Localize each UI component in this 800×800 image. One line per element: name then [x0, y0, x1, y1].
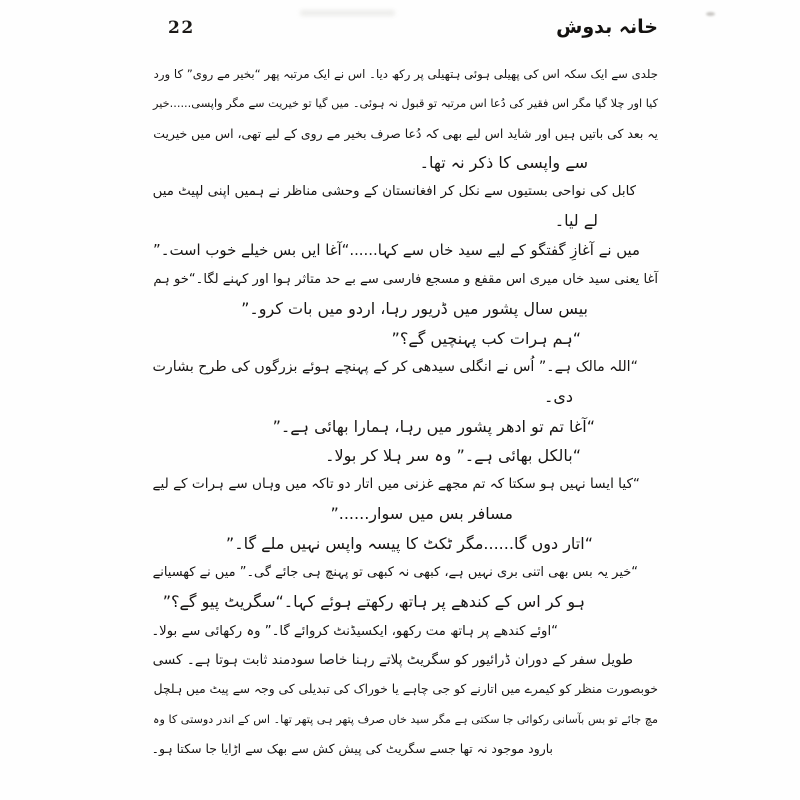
page-text — [145, 60, 658, 763]
text-line: خوبصورت منظر کو کیمرے میں اتارنے کو جی چاہے یا خوراک کی تبدیلی کی وجہ سے پیٹ میں ہلچل — [153, 682, 658, 697]
text-line: آغا یعنی سید خاں میری اس مقفع و مسجع فارسی سے بے حد متاثر ہوا اور کہنے لگا۔“خو ہم — [153, 272, 658, 288]
text-line: کابل کی نواحی بستیوں سے نکل کر افغانستان کے وحشی مناظر نے ہمیں اپنی لپیٹ میں — [152, 184, 636, 200]
text-line: “اوئے کندھے پر ہاتھ مت رکھو، ایکسیڈنٹ کروائے گا۔” وہ رکھائی سے بولا۔ — [151, 623, 558, 639]
text-line: یہ بعد کی باتیں ہیں اور شاید اس لیے بھی کہ دُعا صرف بخیر مے روی کے لیے تھی، اس میں خیریت — [153, 125, 658, 141]
text-line: سے واپسی کا ذکر نہ تھا۔ — [419, 152, 588, 172]
text-line: ہو کر اس کے کندھے پر ہاتھ رکھتے ہوئے کہا۔“سگریٹ پیو گے؟” — [162, 592, 585, 612]
text-line: “کیا ایسا نہیں ہو سکتا کہ تم مجھے غزنی میں اتار دو تاکہ میں وہاں سے ہرات کے لیے — [152, 476, 640, 493]
text-line: بارود موجود نہ تھا جسے سگریٹ کی پیش کش سے بھک سے اڑایا جا سکتا ہو۔ — [151, 740, 553, 756]
page-number: 22 — [168, 18, 195, 38]
text-line: لے لیا۔ — [554, 211, 598, 231]
text-line: “خیر یہ بس بھی اتنی بری نہیں ہے، کبھی نہ کبھی تو پہنچ ہی جائے گی۔” میں نے کھسیانے — [152, 565, 638, 581]
text-line: مچ جائے تو بس بآسانی رکوائی جا سکتی ہے مگر سید خاں صرف پتھر ہی پتھر تھا۔ اس کے اندر دوستی کا وہ — [152, 712, 658, 726]
scan-artifact — [706, 12, 715, 16]
text-line: جلدی سے ایک سکہ اس کی پھیلی ہوئی ہتھیلی پر رکھ دیا۔ اس نے ایک مرتبہ پھر “بخیر مے روی” کا ورد — [153, 67, 658, 81]
text-line: مسافر بس میں سوار......” — [330, 504, 513, 524]
text-line: کیا اور چلا گیا مگر اس فقیر کی دُعا اس مرتبہ تو قبول نہ ہوئی۔ میں گیا تو خیریت سے مگر واپسی......خیر — [152, 96, 658, 111]
text-line: طویل سفر کے دوران ڈرائیور کو سگریٹ پلاتے رہنا خاصا سودمند ثابت ہوتا ہے۔ کسی — [152, 651, 633, 668]
text-line: “اتار دوں گا......مگر ٹکٹ کا پیسہ واپس نہیں ملے گا۔” — [225, 533, 593, 553]
text-line: “بالکل بھائی ہے۔” وہ سر ہلا کر بولا۔ — [325, 445, 581, 465]
book-title: خانہ بدوش — [556, 16, 658, 38]
text-line: میں نے آغازِ گفتگو کے لیے سید خاں سے کہا......“آغا ایں بس خیلے خوب است۔” — [153, 240, 640, 259]
text-line: “ہم ہرات کب پہنچیں گے؟” — [391, 328, 581, 348]
page-header — [145, 14, 658, 50]
text-line: “آغا تم تو ادھر پشور میں رہا، ہمارا بھائی ہے۔” — [272, 416, 595, 436]
text-line: “اللہ مالک ہے۔” اُس نے انگلی سیدھی کر کے پہنچے ہوئے بزرگوں کی طرح بشارت — [152, 358, 638, 375]
text-line: بیس سال پشور میں ڈریور رہا، اردو میں بات کرو۔” — [241, 299, 588, 319]
text-line: دی۔ — [543, 387, 573, 407]
